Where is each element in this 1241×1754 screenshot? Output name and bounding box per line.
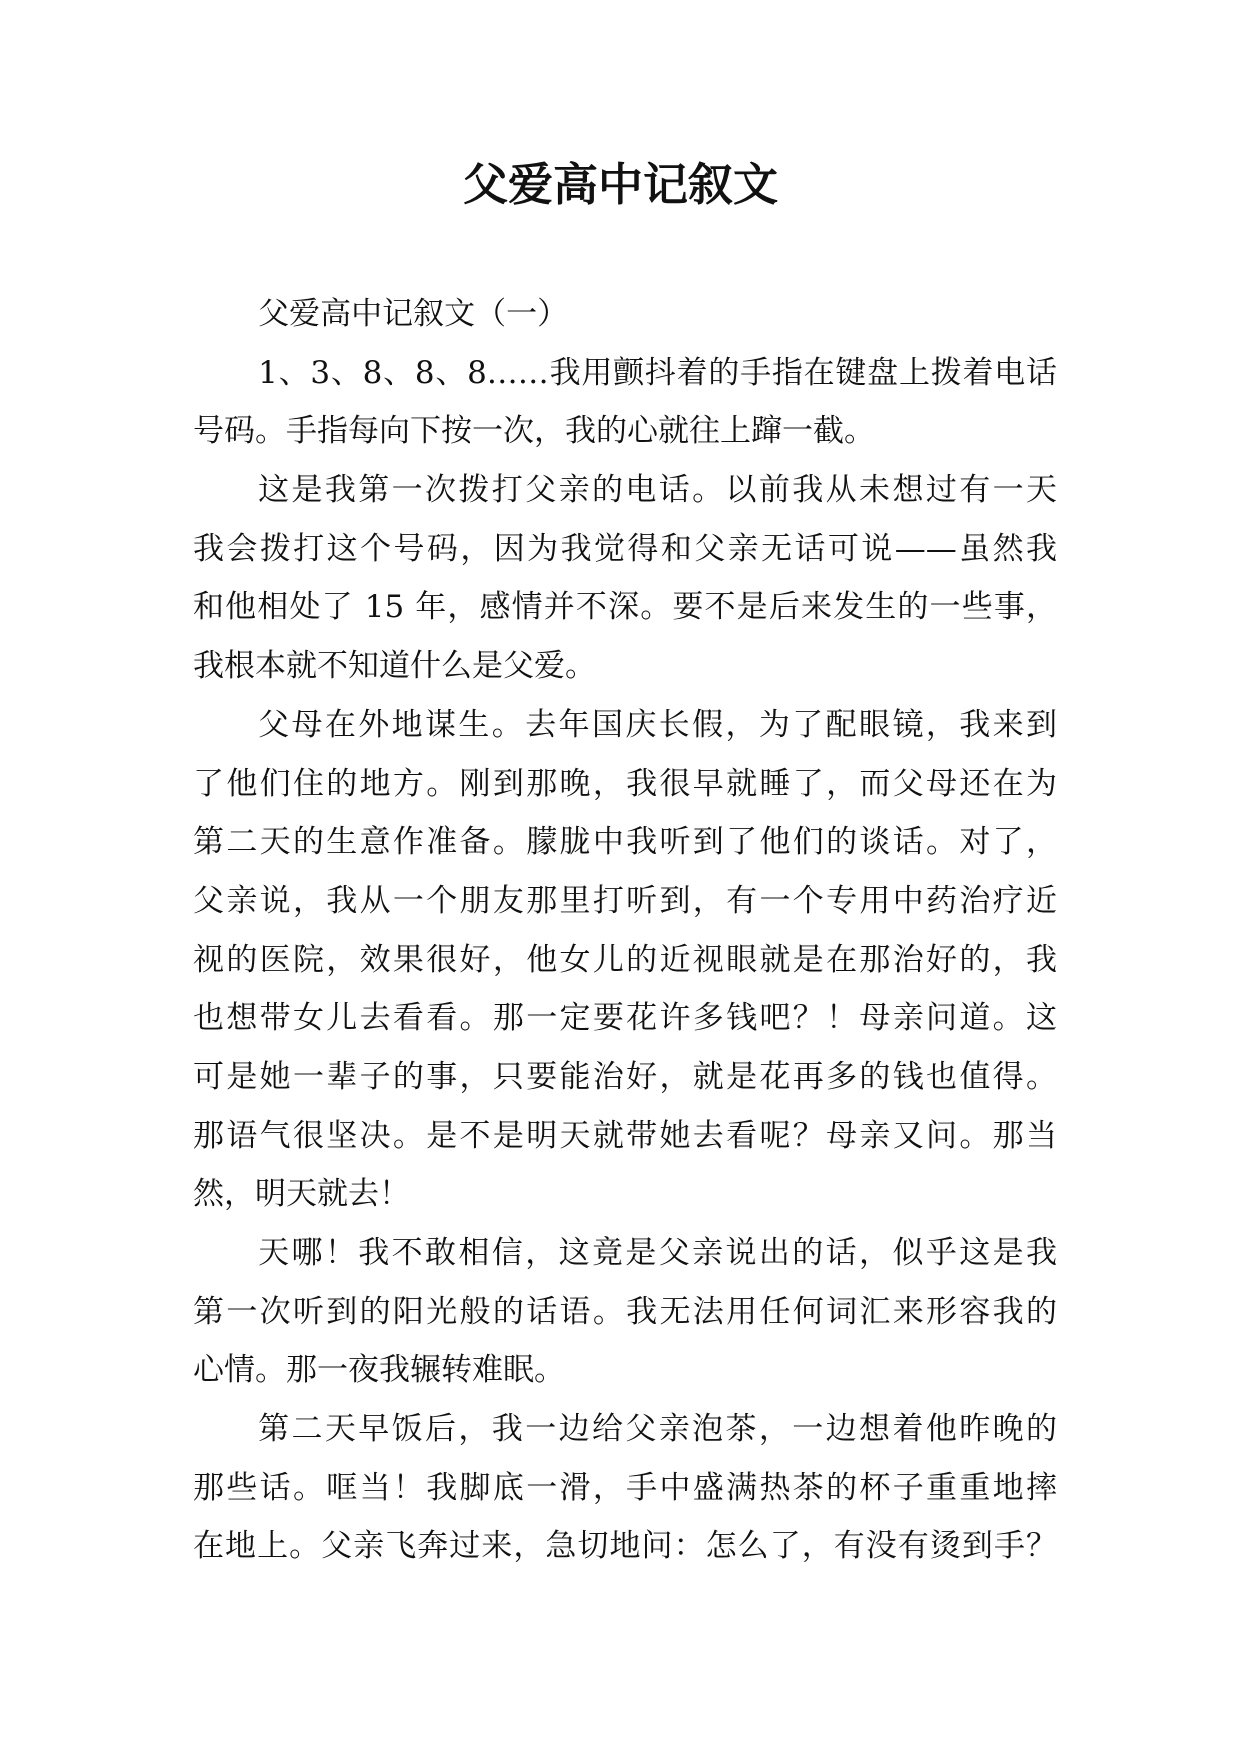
paragraph-line: 父亲说，我从一个朋友那里打听到，有一个专用中药治疗近 <box>193 882 1057 919</box>
paragraph-line: 第二天早饭后，我一边给父亲泡茶，一边想着他昨晚的 <box>258 1411 1057 1448</box>
paragraph-line: 了他们住的地方。刚到那晚，我很早就睡了，而父母还在为 <box>193 765 1057 802</box>
paragraph-line: 父母在外地谋生。去年国庆长假，为了配眼镜，我来到 <box>258 706 1057 743</box>
paragraph <box>193 1224 1057 1400</box>
paragraph-line: 心情。那一夜我辗转难眠。 <box>193 1352 565 1389</box>
paragraph-line: 那些话。哐当！我脚底一滑，手中盛满热茶的杯子重重地摔 <box>193 1469 1057 1506</box>
paragraph-line: 号码。手指每向下按一次，我的心就往上蹿一截。 <box>193 413 875 450</box>
paragraph-line: 在地上。父亲飞奔过来，急切地问：怎么了，有没有烫到手？ <box>193 1528 1057 1565</box>
paragraph-line: 视的医院，效果很好，他女儿的近视眼就是在那治好的，我 <box>193 941 1057 978</box>
document-body <box>193 285 1057 1576</box>
paragraph-line: 可是她一辈子的事，只要能治好，就是花再多的钱也值得。 <box>193 1058 1057 1095</box>
paragraph-line: 我根本就不知道什么是父爱。 <box>193 648 596 685</box>
paragraph <box>193 285 1057 344</box>
document-title: 父爱高中记叙文 <box>462 158 778 211</box>
paragraph-line: 1、3、8、8、8……我用颤抖着的手指在键盘上拨着电话 <box>258 354 1057 391</box>
paragraph-line: 我会拨打这个号码，因为我觉得和父亲无话可说——虽然我 <box>193 530 1057 567</box>
paragraph-line: 然，明天就去！ <box>193 1176 410 1213</box>
paragraph <box>193 1400 1057 1576</box>
paragraph-line: 天哪！我不敢相信，这竟是父亲说出的话，似乎这是我 <box>258 1235 1057 1271</box>
paragraph-line: 第二天的生意作准备。朦胧中我听到了他们的谈话。对了， <box>193 824 1057 861</box>
paragraph <box>193 461 1057 696</box>
paragraph <box>193 696 1057 1224</box>
paragraph-line: 这是我第一次拨打父亲的电话。以前我从未想过有一天 <box>258 472 1057 509</box>
paragraph-line: 第一次听到的阳光般的话语。我无法用任何词汇来形容我的 <box>193 1293 1057 1330</box>
paragraph <box>193 344 1057 461</box>
paragraph-line: 也想带女儿去看看。那一定要花许多钱吧？！母亲问道。这 <box>193 1000 1057 1037</box>
paragraph-line: 父爱高中记叙文（一） <box>258 296 569 332</box>
paragraph-line: 和他相处了 15 年，感情并不深。要不是后来发生的一些事， <box>193 589 1057 626</box>
paragraph-line: 那语气很坚决。是不是明天就带她去看呢？母亲又问。那当 <box>193 1117 1057 1154</box>
